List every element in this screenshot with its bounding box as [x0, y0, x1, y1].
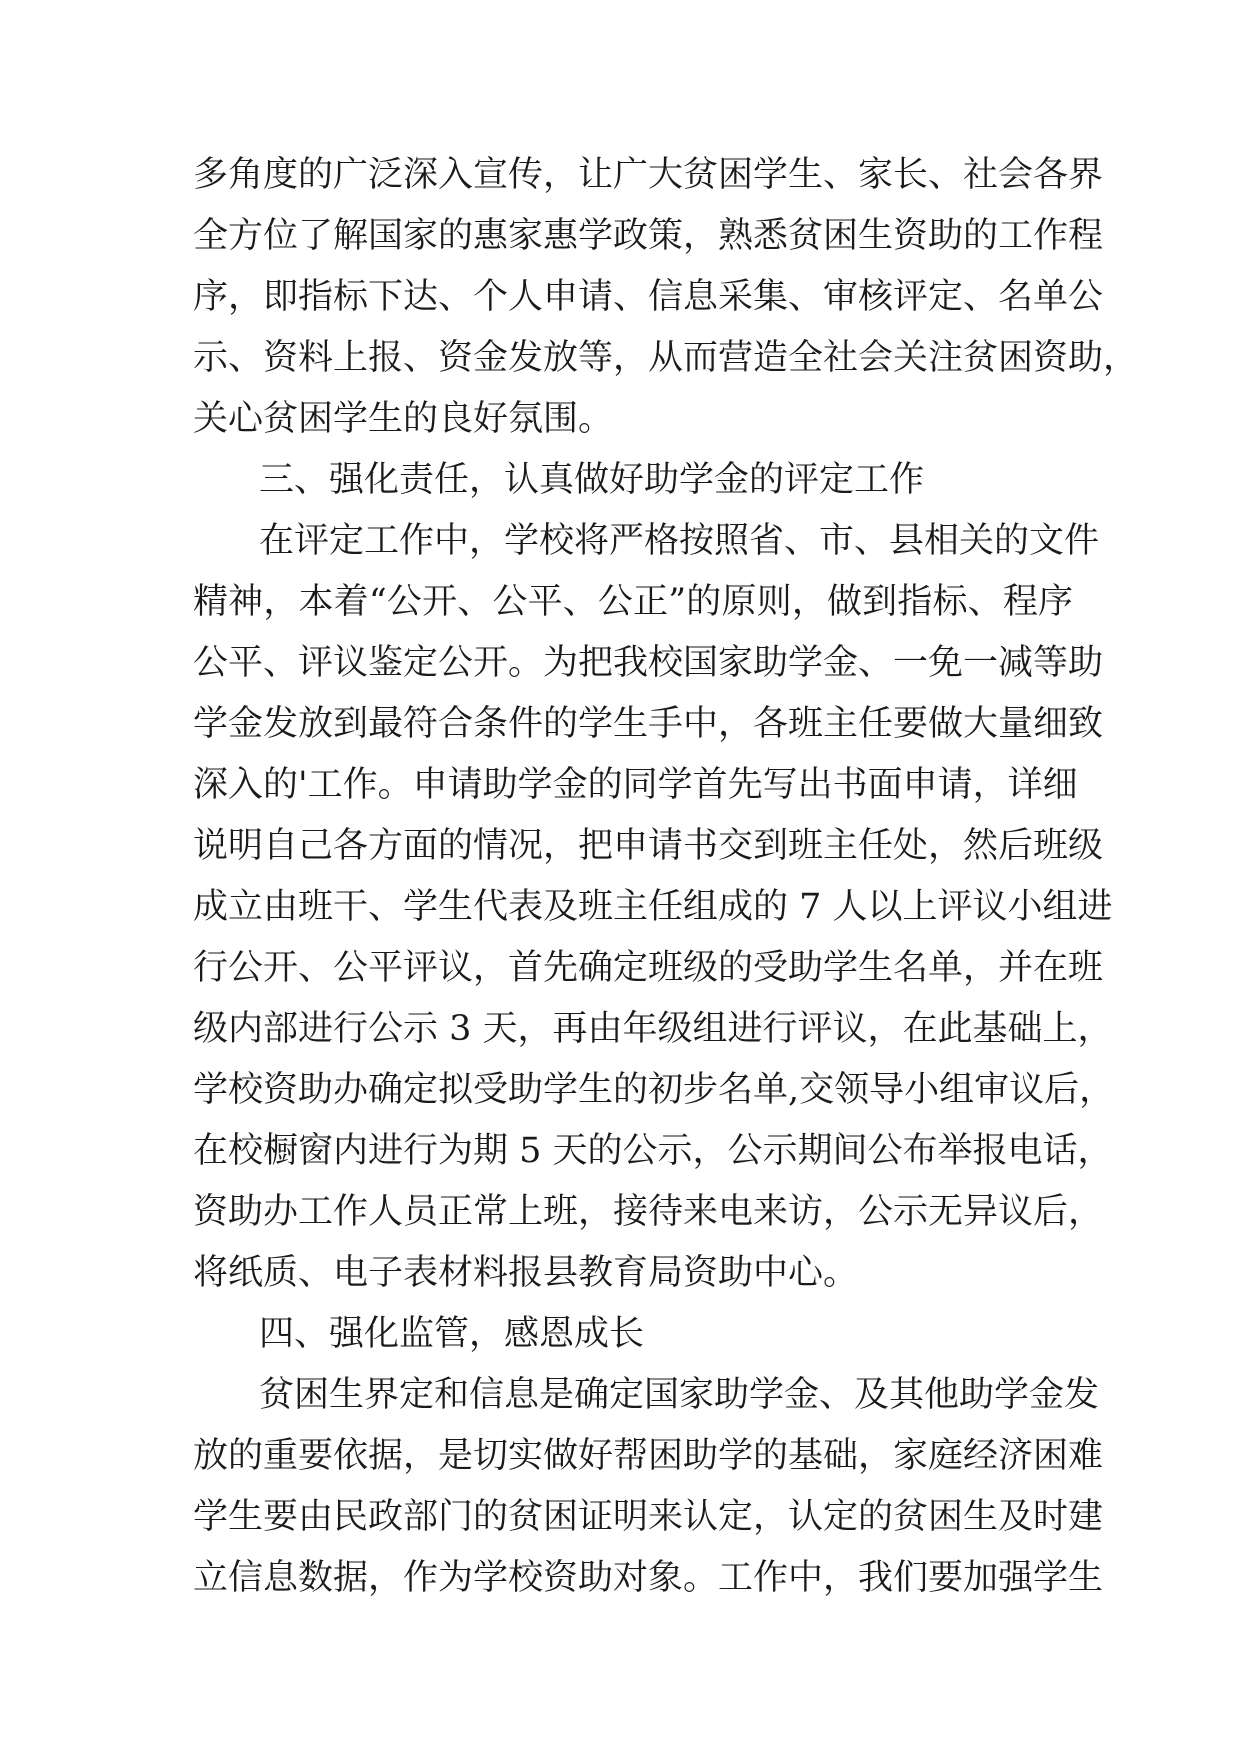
text-line: 四、强化监管，感恩成长: [259, 1314, 645, 1354]
text-line: 资助办工作人员正常上班，接待来电来访，公示无异议后，: [193, 1192, 1104, 1232]
text-line: 公平、评议鉴定公开。为把我校国家助学金、一免一减等助: [193, 643, 1104, 683]
text-line: 三、强化责任，认真做好助学金的评定工作: [259, 460, 925, 500]
text-line: 多角度的广泛深入宣传，让广大贫困学生、家长、社会各界: [193, 155, 1104, 195]
text-line: 行公开、公平评议，首先确定班级的受助学生名单，并在班: [193, 948, 1104, 988]
text-line: 在评定工作中，学校将严格按照省、市、县相关的文件: [259, 521, 1100, 561]
text-line: 成立由班干、学生代表及班主任组成的 7 人以上评议小组进: [193, 887, 1113, 927]
text-line: 示、资料上报、资金发放等，从而营造全社会关注贫困资助，: [193, 338, 1139, 378]
text-line: 全方位了解国家的惠家惠学政策，熟悉贫困生资助的工作程: [193, 216, 1104, 256]
text-line: 贫困生界定和信息是确定国家助学金、及其他助学金发: [259, 1375, 1100, 1415]
text-line: 将纸质、电子表材料报县教育局资助中心。: [193, 1253, 859, 1293]
text-line: 序，即指标下达、个人申请、信息采集、审核评定、名单公: [193, 277, 1104, 317]
text-line: 学校资助办确定拟受助学生的初步名单,交领导小组审议后，: [193, 1070, 1115, 1110]
text-line: 放的重要依据，是切实做好帮困助学的基础，家庭经济困难: [193, 1436, 1104, 1476]
text-line: 学金发放到最符合条件的学生手中，各班主任要做大量细致: [193, 704, 1104, 744]
text-line: 立信息数据，作为学校资助对象。工作中，我们要加强学生: [193, 1558, 1104, 1598]
text-line: 级内部进行公示 3 天，再由年级组进行评议，在此基础上，: [193, 1009, 1113, 1049]
text-line: 学生要由民政部门的贫困证明来认定，认定的贫困生及时建: [193, 1497, 1104, 1537]
text-line: 关心贫困学生的良好氛围。: [193, 399, 614, 439]
document-body: [193, 155, 1139, 1619]
text-line: 在校橱窗内进行为期 5 天的公示，公示期间公布举报电话，: [193, 1131, 1113, 1171]
text-line: 精神，本着“公开、公平、公正”的原则，做到指标、程序: [193, 582, 1073, 622]
text-line: 深入的'工作。申请助学金的同学首先写出书面申请，详细: [193, 765, 1078, 805]
text-line: 说明自己各方面的情况，把申请书交到班主任处，然后班级: [193, 826, 1104, 866]
